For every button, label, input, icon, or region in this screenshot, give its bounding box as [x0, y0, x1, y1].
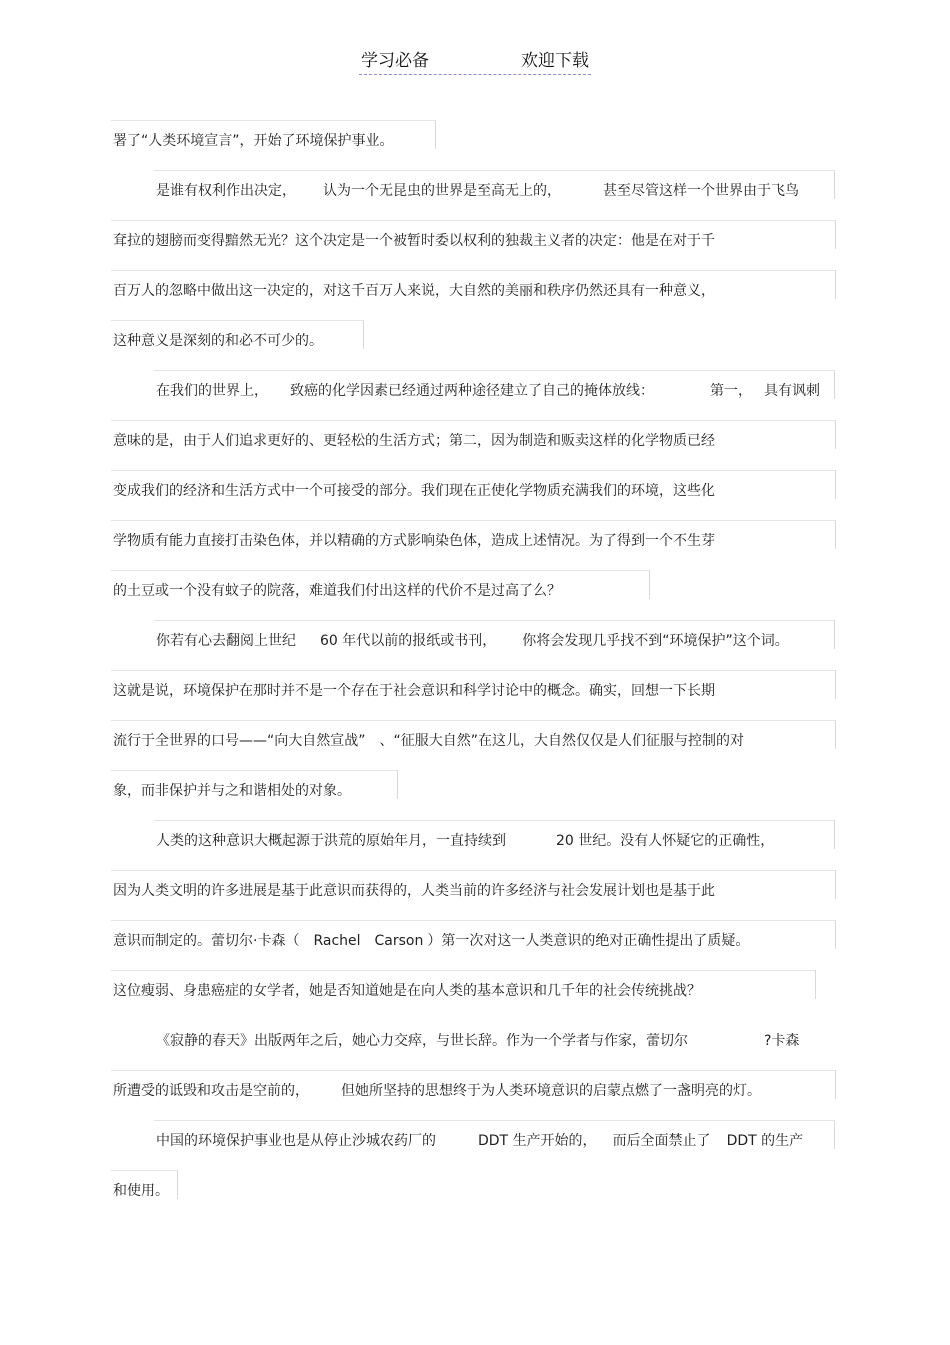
page-header: [0, 46, 950, 75]
text-line: 是谁有权利作出决定， 认为一个无昆虫的世界是至高无上的， 甚至尽管这样一个世界由于飞鸟: [156, 181, 799, 201]
text-line: 象，而非保护并与之和谐相处的对象。: [113, 781, 351, 801]
text-line: 署了“人类环境宣言”，开始了环境保护事业。: [113, 131, 394, 151]
text-line: 百万人的忽略中做出这一决定的，对这千百万人来说，大自然的美丽和秩序仍然还具有一种意义，: [113, 281, 715, 301]
text-line: 耷拉的翅膀而变得黯然无光？这个决定是一个被暂时委以权利的独裁主义者的决定：他是在对于千: [113, 231, 715, 251]
text-line: 学物质有能力直接打击染色体，并以精确的方式影响染色体，造成上述情况。为了得到一个不生芽: [113, 531, 715, 551]
header-left-text: 学习必备: [361, 51, 429, 71]
text-line: 这就是说，环境保护在那时并不是一个存在于社会意识和科学讨论中的概念。确实，回想一下长期: [113, 681, 715, 701]
text-line: 因为人类文明的许多进展是基于此意识而获得的，人类当前的许多经济与社会发展计划也是基于此: [113, 881, 715, 901]
text-line: 人类的这种意识大概起源于洪荒的原始年月，一直持续到 20 世纪。没有人怀疑它的正确性，: [156, 831, 774, 851]
text-line: 所遭受的诋毁和攻击是空前的， 但她所坚持的思想终于为人类环境意识的启蒙点燃了一盏明亮的灯。: [113, 1081, 761, 1101]
text-line: 流行于全世界的口号——“向大自然宣战” 、“征服大自然”在这儿，大自然仅仅是人们征服与控制的对: [113, 731, 744, 751]
header-right-text: 欢迎下载: [521, 51, 589, 71]
text-line: 意味的是，由于人们追求更好的、更轻松的生活方式；第二，因为制造和贩卖这样的化学物质已经: [113, 431, 715, 451]
text-line: 意识而制定的。蕾切尔·卡森（ Rachel Carson ）第一次对这一人类意识的绝对正确性提出了质疑。: [113, 931, 749, 951]
text-line: 你若有心去翻阅上世纪 60 年代以前的报纸或书刊， 你将会发现几乎找不到“环境保护”这个词。: [156, 631, 789, 651]
header-link[interactable]: [359, 46, 591, 75]
text-line: 的土豆或一个没有蚊子的院落，难道我们付出这样的代价不是过高了么？: [113, 581, 561, 601]
text-line: 在我们的世界上， 致癌的化学因素已经通过两种途径建立了自己的掩体放线： 第一， 具有讽刺: [156, 381, 820, 401]
text-line: 中国的环境保护事业也是从停止沙城农药厂的 DDT 生产开始的， 而后全面禁止了 DDT 的生产: [156, 1131, 803, 1151]
text-line: 和使用。: [113, 1181, 169, 1201]
text-line: 这种意义是深刻的和必不可少的。: [113, 331, 323, 351]
text-line: 这位瘦弱、身患癌症的女学者，她是否知道她是在向人类的基本意识和几千年的社会传统挑战？: [113, 981, 701, 1001]
text-line: 《寂静的春天》出版两年之后，她心力交瘁，与世长辞。作为一个学者与作家，蕾切尔 ?卡森: [156, 1033, 800, 1049]
text-line: 变成我们的经济和生活方式中一个可接受的部分。我们现在正使化学物质充满我们的环境，这些化: [113, 481, 715, 501]
